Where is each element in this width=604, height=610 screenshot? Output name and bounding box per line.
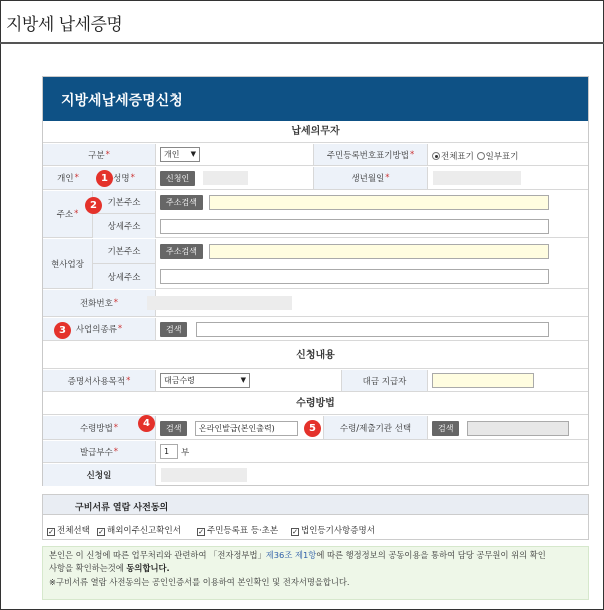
form-title: 지방세납세증명신청 xyxy=(61,93,183,109)
consent-panel xyxy=(42,494,589,540)
consent-select-all[interactable]: ✓ 전체선택 xyxy=(48,526,90,536)
radio-full-icon[interactable] xyxy=(432,152,440,160)
workplace-label: 현사업장 xyxy=(43,239,93,288)
name-label: 성명 * xyxy=(93,167,156,189)
radio-partial-label: 일부표기 xyxy=(485,152,519,162)
row-date xyxy=(43,464,588,486)
purpose-label: 증명서사용목적 * xyxy=(43,370,156,391)
detail-address-label: 상세주소 xyxy=(93,214,156,238)
address-search-button[interactable]: 주소검색 xyxy=(160,195,203,210)
receipt-method-label: 수령방법 * xyxy=(43,416,156,439)
business-type-input[interactable] xyxy=(196,322,549,337)
business-type-label: 사업의종류 * xyxy=(43,318,156,340)
title-divider xyxy=(0,42,604,44)
consent-corporate-register[interactable]: ✓ 법인등기사항증명서 xyxy=(292,526,375,536)
workplace-detail-label: 상세주소 xyxy=(93,264,156,289)
form-header xyxy=(43,77,588,121)
radio-partial-icon[interactable] xyxy=(477,152,485,160)
badge-4: 4 xyxy=(138,415,155,432)
birth-label: 생년월일 * xyxy=(313,167,428,189)
consent-emigration[interactable]: ✓ 해외이주신고확인서 xyxy=(98,526,181,536)
workplace-search-button[interactable]: 주소검색 xyxy=(160,244,203,259)
checkbox-checked-icon[interactable]: ✓ xyxy=(48,528,54,536)
rrn-display-label: 주민등록번호표기방법 * xyxy=(313,144,428,165)
row-phone xyxy=(43,290,588,317)
consent-title: 구비서류 열람 사전동의 xyxy=(75,503,169,513)
workplace-basic-label: 기본주소 xyxy=(93,239,156,264)
agency-input xyxy=(467,421,569,436)
section-taxpayer: 납세의무자 xyxy=(43,121,588,143)
page-title: 지방세 납세증명 xyxy=(6,15,123,35)
address-label: 주소 * xyxy=(43,191,93,237)
name-redacted xyxy=(203,171,248,185)
notice-line-1: 본인은 이 신청에 따른 업무처리와 관련하여 「전자정부법」제36조 제1항에 따른 행정정보의 공동이용을 통하여 담당 공무원이 위의 확인 xyxy=(49,550,546,560)
purpose-select[interactable]: 대금수령 ▼ xyxy=(160,373,250,388)
consent-header xyxy=(43,495,588,515)
radio-full-label: 전체표기 xyxy=(441,152,474,162)
basic-address-label: 기본주소 xyxy=(93,191,156,214)
checkbox-checked-icon[interactable]: ✓ xyxy=(198,528,204,536)
birth-redacted xyxy=(433,171,521,185)
phone-label: 전화번호 * xyxy=(43,290,156,316)
row-type xyxy=(43,144,588,166)
type-label: 구분 * xyxy=(43,144,156,165)
row-name xyxy=(43,167,588,190)
copies-label: 발급부수 * xyxy=(43,441,156,462)
notice-line-2: 사항을 확인하는것에 동의합니다. xyxy=(49,563,170,573)
badge-3: 3 xyxy=(54,322,71,339)
workplace-detail-input[interactable] xyxy=(160,269,549,284)
badge-1: 1 xyxy=(96,170,113,187)
copies-input[interactable]: 1 xyxy=(160,444,178,459)
rrn-display-radio-group xyxy=(432,150,518,162)
section-receipt: 수령방법 xyxy=(43,393,588,415)
applicant-button[interactable]: 신청인 xyxy=(160,171,195,186)
payee-label: 대금 지급자 xyxy=(341,370,428,391)
agency-label: 수령/제출기관 선택 xyxy=(323,416,428,439)
detail-address-input[interactable] xyxy=(160,219,549,234)
consent-resident-register[interactable]: ✓ 주민등록표 등·초본 xyxy=(198,526,279,536)
receipt-method-search-button[interactable]: 검색 xyxy=(160,421,187,436)
row-copies xyxy=(43,441,588,463)
phone-redacted xyxy=(147,296,292,310)
badge-2: 2 xyxy=(85,197,102,214)
type-select[interactable]: 개인 ▼ xyxy=(160,147,200,162)
application-form xyxy=(42,76,589,486)
basic-address-input[interactable] xyxy=(209,195,549,210)
row-address xyxy=(43,191,588,238)
checkbox-checked-icon[interactable]: ✓ xyxy=(98,528,104,536)
payee-input[interactable] xyxy=(432,373,534,388)
row-purpose xyxy=(43,370,588,392)
copies-unit: 부 xyxy=(181,448,190,458)
row-workplace xyxy=(43,239,588,289)
agency-search-button[interactable]: 검색 xyxy=(432,421,459,436)
business-search-button[interactable]: 검색 xyxy=(160,322,187,337)
notice-line-3: ※구비서류 열람 사전동의는 공인인증서를 이용하여 본인확인 및 전자서명을합니다. xyxy=(49,577,350,587)
row-business-type xyxy=(43,318,588,341)
consent-notice xyxy=(42,546,589,600)
workplace-basic-input[interactable] xyxy=(209,244,549,259)
receipt-method-input[interactable]: 온라인발급(본인출력) xyxy=(195,421,298,436)
date-redacted xyxy=(161,468,247,482)
individual-label: 개인 * xyxy=(43,167,93,189)
checkbox-checked-icon[interactable]: ✓ xyxy=(292,528,298,536)
badge-5: 5 xyxy=(304,420,321,437)
date-label: 신청일 xyxy=(43,464,156,486)
section-application: 신청내용 xyxy=(43,342,588,369)
